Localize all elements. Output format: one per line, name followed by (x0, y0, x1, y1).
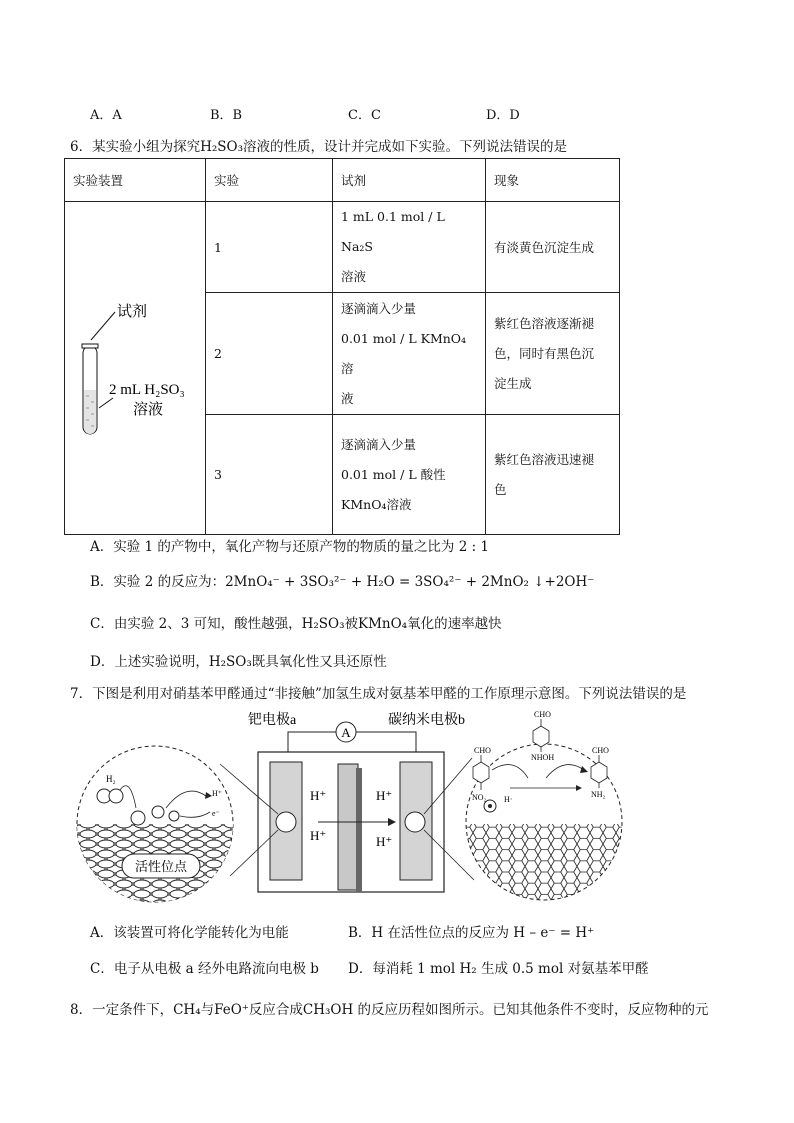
row3-phenomenon-line1: 紫红色溶液迅速褪 (494, 451, 595, 467)
right-electrode-label: 碳纳米电极b (388, 713, 465, 728)
left-electrode-label: 钯电极a (248, 713, 297, 728)
row3-reagent-line1: 逐滴滴入少量 (341, 436, 417, 452)
cho-label-1: CHO (474, 746, 491, 755)
row3-num: 3 (206, 415, 333, 535)
row2-reagent-line3: 液 (341, 390, 354, 406)
solution-label-1: 2 mL H₂SO₃ (109, 382, 185, 398)
row3-reagent (333, 415, 486, 535)
row2-reagent-line1: 逐滴滴入少量 (341, 300, 417, 316)
header-phenomenon: 现象 (486, 159, 620, 202)
q6-option-a: A．实验 1 的产物中，氧化产物与还原产物的物质的量之比为 2 : 1 (90, 539, 490, 555)
row1-reagent (333, 202, 486, 293)
cho-label-2: CHO (534, 710, 551, 719)
row1-phenomenon: 有淡黄色沉淀生成 (486, 202, 620, 293)
q5-option-b: B．B (210, 108, 243, 123)
reagent-label: 试剂 (117, 304, 148, 320)
q5-option-d: D．D (486, 108, 520, 123)
ammeter-label: A (341, 725, 351, 740)
q7-option-b: B．H 在活性位点的反应为 H – e⁻ = H⁺ (348, 925, 595, 941)
h-plus-label-2: H⁺ (310, 828, 327, 843)
no2-label: NO₂ (472, 793, 487, 802)
header-experiment: 实验 (206, 159, 333, 202)
h2-label: H₂ (106, 774, 116, 784)
row2-phenomenon-line1: 紫红色溶液逐渐褪 (494, 315, 595, 331)
experiment-table (64, 158, 620, 535)
row3-phenomenon-line2: 色 (494, 481, 507, 497)
h-dot-label: H· (504, 795, 513, 804)
row2-num: 2 (206, 293, 333, 415)
header-apparatus: 实验装置 (65, 159, 206, 202)
q8-stem: 8．一定条件下，CH₄与FeO⁺反应合成CH₃OH 的反应历程如图所示。已知其他条件不变时，反应物种的元 (70, 1002, 709, 1018)
row3-reagent-line2: 0.01 mol / L 酸性 (341, 466, 446, 482)
solution-label-2: 溶液 (133, 402, 164, 418)
cho-label-3: CHO (592, 746, 609, 755)
q6-stem: 6．某实验小组为探究H₂SO₃溶液的性质，设计并完成如下实验。下列说法错误的是 (70, 139, 568, 155)
header-reagent: 试剂 (333, 159, 486, 202)
q7-option-c: C．电子从电极 a 经外电路流向电极 b (90, 961, 319, 977)
row3-reagent-line3: KMnO₄溶液 (341, 496, 412, 512)
active-site-label: 活性位点 (134, 859, 188, 874)
q6-option-b: B．实验 2 的反应为：2MnO₄⁻ + 3SO₃²⁻ + H₂O = 3SO₄²⁻ + 2MnO₂ ↓+2OH⁻ (90, 574, 595, 590)
h-plus-label-3: H⁺ (376, 788, 393, 803)
row2-phenomenon-line2: 色，同时有黑色沉 (494, 345, 595, 361)
h-plus-label-4: H⁺ (376, 834, 393, 849)
row2-phenomenon-line3: 淀生成 (494, 375, 532, 391)
row3-phenomenon (486, 415, 620, 535)
q5-option-a: A．A (90, 108, 122, 123)
apparatus-cell (65, 202, 206, 535)
electrolysis-diagram (70, 704, 630, 904)
q7-option-a: A．该装置可将化学能转化为电能 (90, 925, 289, 941)
q6-option-d: D．上述实验说明，H₂SO₃既具氧化性又具还原性 (90, 654, 387, 670)
e-minus-label: e⁻ (212, 809, 220, 818)
row2-reagent (333, 293, 486, 415)
q7-option-d: D．每消耗 1 mol H₂ 生成 0.5 mol 对氨基苯甲醛 (348, 961, 649, 977)
q5-option-c: C．C (348, 108, 381, 123)
q6-option-c: C．由实验 2、3 可知，酸性越强，H₂SO₃被KMnO₄氧化的速率越快 (90, 616, 502, 632)
row1-num: 1 (206, 202, 333, 293)
q7-stem: 7．下图是利用对硝基苯甲醛通过“非接触”加氢生成对氨基苯甲醛的工作原理示意图。下列说法错误的是 (70, 686, 687, 702)
row1-reagent-line2: 溶液 (341, 269, 367, 284)
h-plus-label-1: H⁺ (310, 788, 327, 803)
row2-reagent-line2: 0.01 mol / L KMnO₄溶 (341, 330, 467, 376)
nh2-label: NH₂ (591, 790, 606, 799)
nhoh-label: NHOH (531, 753, 555, 762)
row1-reagent-line1: 1 mL 0.1 mol / L Na₂S (341, 209, 445, 254)
row2-phenomenon (486, 293, 620, 415)
zoom-h-plus: H⁺ (212, 789, 222, 798)
test-tube-diagram (73, 208, 197, 528)
